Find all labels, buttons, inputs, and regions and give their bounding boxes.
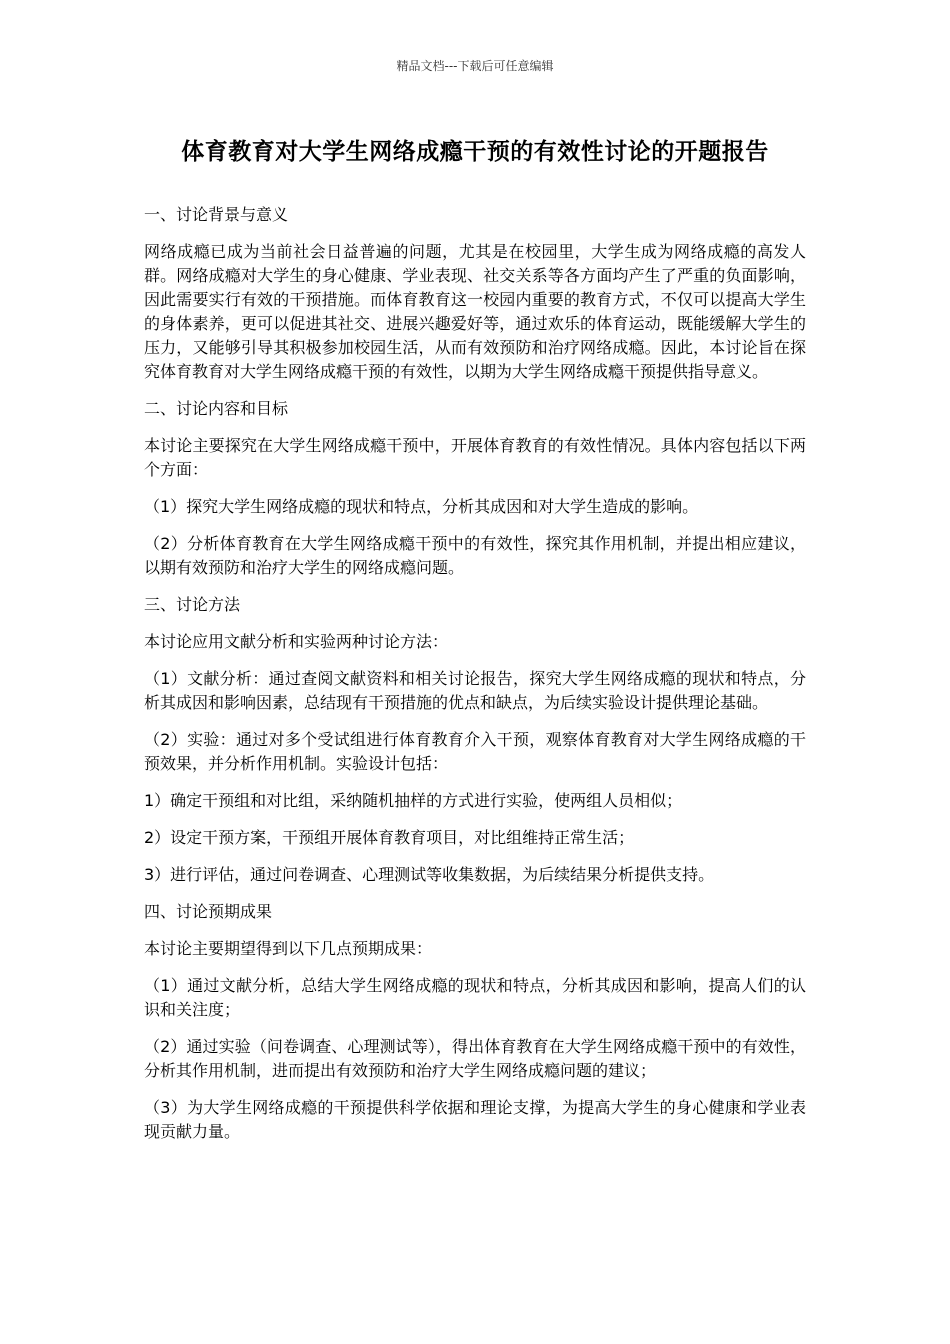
section-heading-method: 三、讨论方法: [144, 595, 241, 614]
paragraph-outcome-2: （2）通过实验（问卷调查、心理测试等），得出体育教育在大学生网络成瘾干预中的有效性，分析其作用机制，进而提出有效预防和治疗大学生网络成瘾问题的建议；: [144, 1037, 806, 1080]
section-heading-background: 一、讨论背景与意义: [144, 205, 289, 224]
paragraph-method-literature: （1）文献分析：通过查阅文献资料和相关讨论报告，探究大学生网络成瘾的现状和特点，分析其成因和影响因素，总结现有干预措施的优点和缺点，为后续实验设计提供理论基础。: [144, 669, 806, 712]
document-body: [144, 203, 806, 1157]
paragraph-method-intro: 本讨论应用文献分析和实验两种讨论方法：: [144, 632, 449, 651]
paragraph-experiment-step-3: 3）进行评估，通过问卷调查、心理测试等收集数据，为后续结果分析提供支持。: [144, 865, 715, 884]
paragraph-outcome-3: （3）为大学生网络成瘾的干预提供科学依据和理论支撑，为提高大学生的身心健康和学业表现贡献力量。: [144, 1098, 806, 1141]
section-heading-content: 二、讨论内容和目标: [144, 399, 289, 418]
paragraph-experiment-step-1: 1）确定干预组和对比组，采纳随机抽样的方式进行实验，使两组人员相似；: [144, 791, 683, 810]
paragraph-outcome-1: （1）通过文献分析，总结大学生网络成瘾的现状和特点，分析其成因和影响，提高人们的认识和关注度；: [144, 976, 806, 1019]
paragraph-content-item-2: （2）分析体育教育在大学生网络成瘾干预中的有效性，探究其作用机制，并提出相应建议，以期有效预防和治疗大学生的网络成瘾问题。: [144, 534, 806, 577]
section-heading-outcomes: 四、讨论预期成果: [144, 902, 273, 921]
page-header: 精品文档---下载后可任意编辑: [396, 59, 554, 73]
paragraph-outcomes-intro: 本讨论主要期望得到以下几点预期成果：: [144, 939, 433, 958]
paragraph-background: 网络成瘾已成为当前社会日益普遍的问题，尤其是在校园里，大学生成为网络成瘾的高发人群。网络成瘾对大学生的身心健康、学业表现、社交关系等各方面均产生了严重的负面影响，因此需要实行有效的干预措施。而体育教育这一校园内重要的教育方式，不仅可以提高大学生的身体素养，更可以促进其社交、进展兴趣爱好等，通过欢乐的体育运动，既能缓解大学生的压力，又能够引导其积极参加校园生活，从而有效预防和治疗网络成瘾。因此，本讨论旨在探究体育教育对大学生网络成瘾干预的有效性，以期为大学生网络成瘾干预提供指导意义。: [144, 242, 806, 381]
document-title: 体育教育对大学生网络成瘾干预的有效性讨论的开题报告: [181, 139, 769, 165]
paragraph-content-intro: 本讨论主要探究在大学生网络成瘾干预中，开展体育教育的有效性情况。具体内容包括以下两个方面：: [144, 436, 806, 479]
paragraph-content-item-1: （1）探究大学生网络成瘾的现状和特点，分析其成因和对大学生造成的影响。: [144, 497, 699, 516]
paragraph-experiment-step-2: 2）设定干预方案，干预组开展体育教育项目，对比组维持正常生活；: [144, 828, 635, 847]
paragraph-method-experiment: （2）实验：通过对多个受试组进行体育教育介入干预，观察体育教育对大学生网络成瘾的干预效果，并分析作用机制。实验设计包括：: [144, 730, 806, 773]
